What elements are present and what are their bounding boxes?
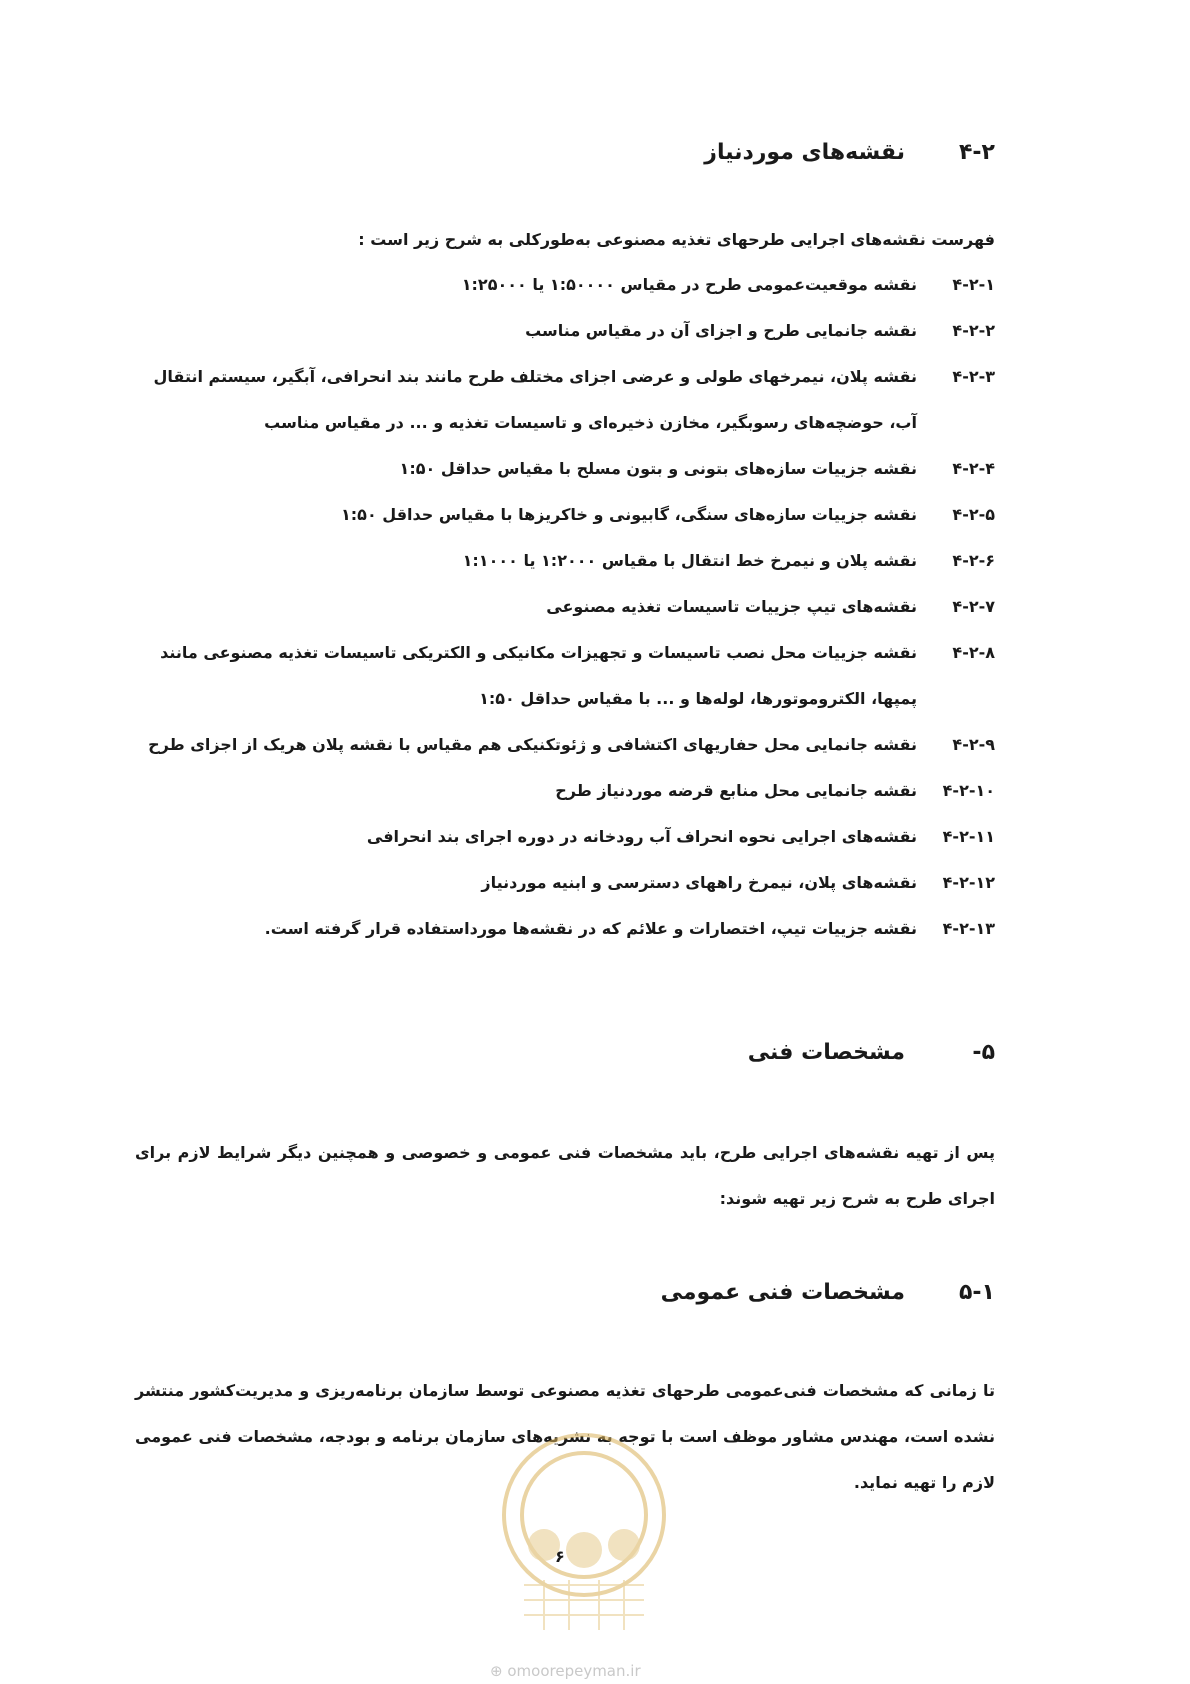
list-item [135,308,995,354]
watermark-site [490,1662,641,1680]
section-4-2-heading [704,140,995,165]
item-text: نقشه جانمایی محل حفاریهای اکتشافی و ژئوتکنیکی هم مقیاس با نقشه پلان هریک از اجزای طرح [148,735,917,754]
item-number: ۴-۲-۷ [952,597,995,616]
item-number: ۴-۲-۹ [952,735,995,754]
item-number: ۴-۲-۱ [952,275,995,294]
item-number: ۴-۲-۸ [952,643,995,662]
item-number: ۴-۲-۱۲ [942,873,995,892]
item-number: ۴-۲-۵ [952,505,995,524]
item-text: نقشه جزییات محل نصب تاسیسات و تجهیزات مکانیکی و الکتریکی تاسیسات تغذیه مصنوعی مانند پمپها، الکتروموتورها، لوله‌ها و ... با مقیاس حداقل ۱:۵۰ [160,643,917,708]
item-text: نقشه جانمایی طرح و اجزای آن در مقیاس مناسب [525,321,917,340]
item-text: نقشه جزییات تیپ، اختصارات و علائم که در نقشه‌ها مورداستفاده قرار گرفته است. [264,919,917,938]
list-item [135,584,995,630]
item-number: ۴-۲-۳ [952,367,995,386]
item-number: ۴-۲-۱۰ [942,781,995,800]
intro-paragraph: فهرست نقشه‌های اجرایی طرحهای تغذیه مصنوعی به‌طورکلی به شرح زیر است : [358,230,995,249]
section-5-1-heading [661,1280,995,1305]
item-text: نقشه جانمایی محل منابع قرضه موردنیاز طرح [555,781,917,800]
section-number: ۵-۱ [959,1280,995,1305]
list-item [135,354,995,446]
list-item [135,630,995,722]
item-text: نقشه جزییات سازه‌های بتونی و بتون مسلح با مقیاس حداقل ۱:۵۰ [399,459,917,478]
list-item [135,814,995,860]
section-number: ۴-۲ [959,140,995,165]
item-number: ۴-۲-۱۳ [942,919,995,938]
list-item [135,492,995,538]
list-item [135,262,995,308]
section-title: مشخصات فنی [747,1040,905,1065]
watermark-logo [484,1400,684,1650]
item-text: نقشه‌های تیپ جزییات تاسیسات تغذیه مصنوعی [546,597,917,616]
globe-icon: ⊕ [490,1662,503,1680]
list-item [135,906,995,952]
item-number: ۴-۲-۲ [952,321,995,340]
section-title: نقشه‌های موردنیاز [704,140,905,165]
item-number: ۴-۲-۶ [952,551,995,570]
list-item [135,538,995,584]
item-text: نقشه‌های پلان، نیمرخ راههای دسترسی و ابنیه موردنیاز [481,873,917,892]
section-5-heading [748,1040,995,1065]
item-text: نقشه پلان و نیمرخ خط انتقال با مقیاس ۱:۲۰۰۰ یا ۱:۱۰۰۰ [462,551,917,570]
list-item [135,446,995,492]
list-item [135,768,995,814]
item-number: ۴-۲-۴ [952,459,995,478]
item-text: نقشه موقعیت‌عمومی طرح در مقیاس ۱:۵۰۰۰۰ یا ۱:۲۵۰۰۰ [461,275,917,294]
section-title: مشخصات فنی عمومی [660,1280,905,1305]
section-5-paragraph: پس از تهیه نقشه‌های اجرایی طرح، باید مشخصات فنی عمومی و خصوصی و همچنین دیگر شرایط لازم برای اجرای طرح به شرح زیر تهیه شوند: [135,1143,995,1208]
page-number: ۶ [555,1547,565,1566]
list-item [135,860,995,906]
item-text: نقشه‌های اجرایی نحوه انحراف آب رودخانه در دوره اجرای بند انحرافی [366,827,917,846]
item-text: نقشه جزییات سازه‌های سنگی، گابیونی و خاکریزها با مقیاس حداقل ۱:۵۰ [341,505,917,524]
item-text: نقشه پلان، نیمرخهای طولی و عرضی اجزای مختلف طرح مانند بند انحرافی، آبگیر، سیستم انتقال آب، حوضچه‌های رسوبگیر، مخازن ذخیره‌ای و تاسیسات تغذیه و ... در مقیاس مناسب [153,367,917,432]
item-number: ۴-۲-۱۱ [942,827,995,846]
section-5-1-paragraph: تا زمانی که مشخصات فنی‌عمومی طرحهای تغذیه مصنوعی توسط سازمان برنامه‌ریزی و مدیریت‌کشور منتشر نشده است، مهندس مشاور موظف است با توجه به نشریه‌های سازمان برنامه و بودجه، مشخصات فنی عمومی لازم را تهیه نماید. [135,1381,995,1492]
list-item [135,722,995,768]
site-text: omoorepeyman.ir [507,1662,641,1680]
section-number: ۵- [972,1040,995,1065]
